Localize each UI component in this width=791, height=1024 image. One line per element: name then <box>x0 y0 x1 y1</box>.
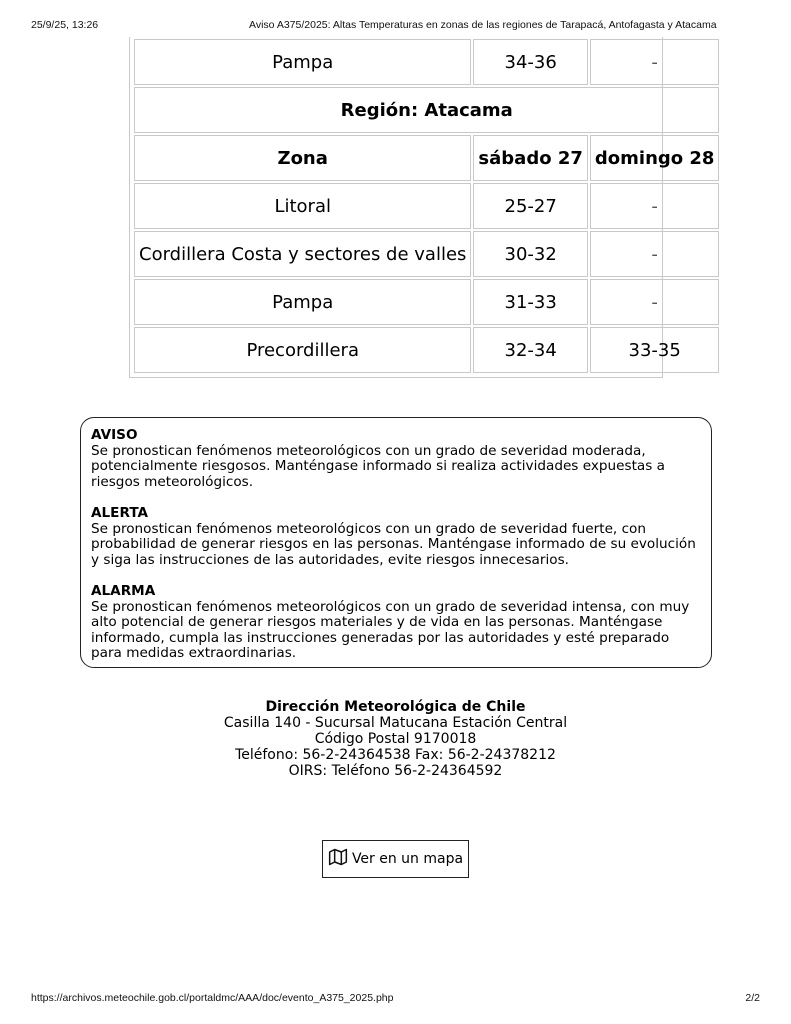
legend-term: ALERTA <box>91 505 149 521</box>
domingo-cell: - <box>590 279 720 325</box>
severity-legend <box>80 417 712 668</box>
legend-alerta <box>91 506 701 568</box>
header-domingo: domingo 28 <box>590 135 720 181</box>
zona-cell: Pampa <box>134 279 471 325</box>
header-zona: Zona <box>134 135 471 181</box>
domingo-cell: - <box>590 231 720 277</box>
sabado-cell: 34-36 <box>473 39 587 85</box>
table-row <box>134 279 719 325</box>
oirs-line: OIRS: Teléfono 56-2-24364592 <box>288 763 503 779</box>
region-row <box>134 87 719 133</box>
legend-aviso <box>91 428 701 490</box>
print-url: https://archivos.meteochile.gob.cl/portaldmc/AAA/doc/evento_A375_2025.php <box>31 992 394 1004</box>
legend-term: ALARMA <box>91 583 156 599</box>
legend-definition: Se pronostican fenómenos meteorológicos con un grado de severidad fuerte, con probabilidad de generar riesgos en las personas. Manténgase informado de su evolución y siga las instrucciones de las autoridades, evite riesgos innecesarios. <box>91 520 696 568</box>
zona-cell: Cordillera Costa y sectores de valles <box>134 231 471 277</box>
region-title: Región: Atacama <box>134 87 719 133</box>
postal-code: Código Postal 9170018 <box>314 731 477 747</box>
zona-cell: Precordillera <box>134 327 471 373</box>
table-row <box>134 231 719 277</box>
domingo-cell: - <box>590 183 720 229</box>
view-map-label: Ver en un mapa <box>351 851 464 867</box>
zona-cell: Pampa <box>134 39 471 85</box>
sabado-cell: 32-34 <box>473 327 587 373</box>
legend-definition: Se pronostican fenómenos meteorológicos con un grado de severidad moderada, potencialmente riesgosos. Manténgase informado si realiza actividades expuestas a riesgos meteorológicos. <box>91 442 665 490</box>
zona-cell: Litoral <box>134 183 471 229</box>
address-line: Casilla 140 - Sucursal Matucana Estación Central <box>223 715 568 731</box>
legend-definition: Se pronostican fenómenos meteorológicos con un grado de severidad intensa, con muy alto potencial de generar riesgos materiales y de vida en las personas. Manténgase informado, cumpla las instrucciones generadas por las autoridades y esté preparado para medidas extraordinarias. <box>91 598 690 661</box>
table-row <box>134 327 719 373</box>
print-header <box>31 19 760 33</box>
sabado-cell: 25-27 <box>473 183 587 229</box>
header-sabado: sábado 27 <box>473 135 587 181</box>
temperature-table <box>129 37 715 378</box>
legend-term: AVISO <box>91 427 138 443</box>
contact-block <box>0 699 791 779</box>
view-map-button[interactable] <box>322 840 469 878</box>
map-icon <box>328 847 348 871</box>
org-name: Dirección Meteorológica de Chile <box>265 699 526 715</box>
phone-line: Teléfono: 56-2-24364538 Fax: 56-2-24378212 <box>235 747 556 763</box>
table-row <box>134 39 719 85</box>
domingo-cell: - <box>590 39 720 85</box>
print-footer <box>31 992 760 1006</box>
sabado-cell: 30-32 <box>473 231 587 277</box>
print-timestamp: 25/9/25, 13:26 <box>31 19 99 31</box>
sabado-cell: 31-33 <box>473 279 587 325</box>
print-title: Aviso A375/2025: Altas Temperaturas en zonas de las regiones de Tarapacá, Antofagasta y Atacama <box>249 19 717 31</box>
legend-alarma <box>91 584 701 662</box>
table-row <box>134 183 719 229</box>
page-number: 2/2 <box>745 992 760 1004</box>
header-row <box>134 135 719 181</box>
domingo-cell: 33-35 <box>590 327 720 373</box>
